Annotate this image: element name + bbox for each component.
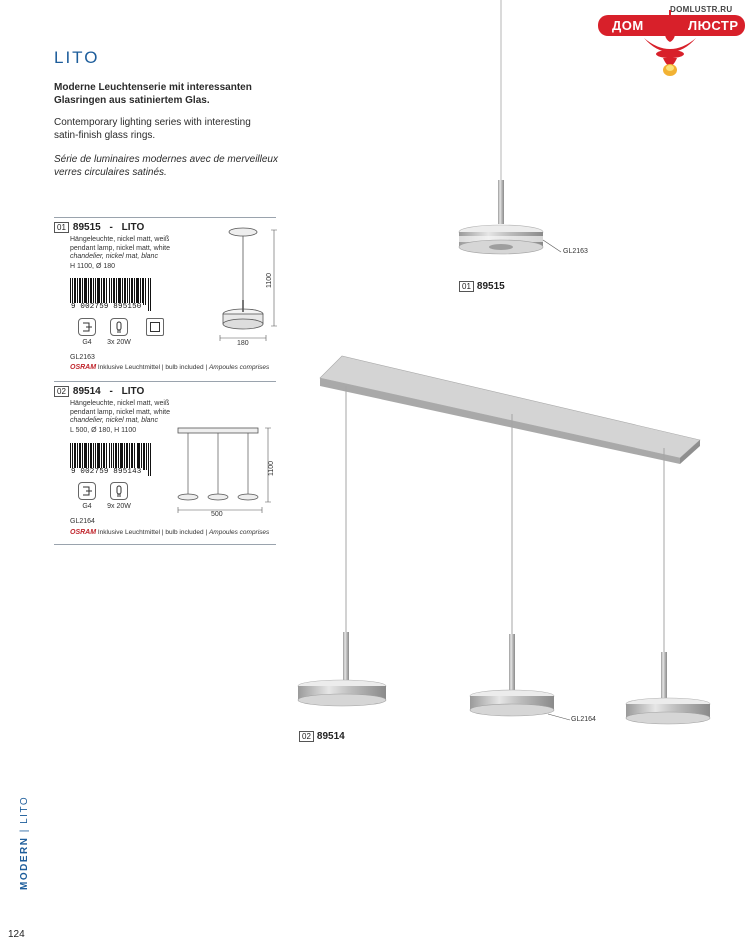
- bulb-label: 3x 20W: [107, 339, 131, 346]
- logo-word-right: ЛЮСТР: [688, 18, 739, 33]
- desc-french: chandelier, nickel mat, blanc: [70, 417, 158, 425]
- desc-german: Hängeleuchte, nickel matt, weiß: [70, 400, 170, 407]
- product-dimensions: L 500, Ø 180, H 1100: [70, 426, 137, 434]
- height-dimension-label: 1100: [268, 460, 275, 476]
- glass-code: GL2164: [70, 518, 95, 525]
- socket-label: G4: [82, 503, 92, 510]
- glass-code: GL2163: [70, 354, 95, 361]
- product-separator: [54, 217, 276, 218]
- photo-index: 01: [459, 281, 474, 292]
- bulb-note-french: Ampoules comprises: [208, 364, 270, 371]
- section-side-label: MODERN | LITO: [19, 795, 30, 890]
- product-separator: [54, 381, 276, 382]
- product-heading: [54, 386, 144, 397]
- socket-label: G4: [82, 339, 92, 346]
- bulb-label: 9x 20W: [107, 503, 131, 510]
- desc-french: chandelier, nickel mat, blanc: [70, 253, 158, 261]
- logo-site-url: DOMLUSTR.RU: [670, 5, 733, 14]
- product-dimensions: H 1100, Ø 180: [70, 262, 116, 270]
- product-specs: [70, 236, 210, 271]
- photo-index: 02: [299, 731, 314, 742]
- product-separator: [54, 544, 276, 545]
- bulb-note-english: bulb included: [165, 364, 204, 371]
- product-article: 89515: [72, 222, 101, 233]
- intro-french: Série de luminaires modernes avec de merveilleux verres circulaires satinés.: [54, 154, 278, 178]
- product-photo-bar-pendant: [290, 348, 730, 728]
- bulb-icon: [110, 318, 128, 336]
- section-category: MODERN: [19, 836, 30, 890]
- product-dash: -: [109, 222, 113, 233]
- bulb-note-french: Ampoules comprises: [208, 529, 270, 536]
- height-dimension-label: 1100: [266, 272, 273, 288]
- intro-english: Contemporary lighting series with interesting satin-finish glass rings.: [54, 117, 251, 141]
- socket-icon: [78, 482, 96, 500]
- product-name: LITO: [121, 222, 145, 233]
- osram-logo: OSRAM: [70, 529, 97, 536]
- osram-logo: OSRAM: [70, 364, 97, 371]
- section-series: LITO: [19, 795, 30, 824]
- glass-callout: GL2163: [563, 248, 588, 255]
- dimension-drawing: [210, 222, 286, 352]
- bulb-note: OSRAM Inklusive Leuchtmittel | bulb included | Ampoules comprises: [70, 529, 270, 536]
- bulb-note-german: Inklusive Leuchtmittel: [97, 529, 161, 536]
- width-dimension-label: 180: [237, 340, 249, 347]
- logo-word-left: ДОМ: [612, 18, 644, 33]
- product-article: 89514: [72, 386, 101, 397]
- photo-caption: [299, 731, 345, 742]
- product-index: 01: [54, 222, 69, 233]
- desc-english: pendant lamp, nickel matt, white: [70, 244, 170, 252]
- page-number: 124: [8, 929, 25, 940]
- page-title: LITO: [54, 48, 100, 67]
- bulb-note: OSRAM Inklusive Leuchtmittel | bulb included | Ampoules comprises: [70, 364, 270, 371]
- product-heading: [54, 222, 144, 233]
- socket-icon: [78, 318, 96, 336]
- width-dimension-label: 500: [211, 511, 223, 518]
- bulb-note-english: bulb included: [165, 529, 204, 536]
- photo-article: 89514: [316, 731, 345, 742]
- glass-callout: GL2164: [571, 716, 596, 723]
- barcode-number: 9 002759 895150: [71, 303, 142, 311]
- product-dash: -: [109, 386, 113, 397]
- intro-german: Moderne Leuchtenserie mit interessanten Glasringen aus satiniertem Glas.: [54, 82, 252, 106]
- photo-caption: [459, 281, 505, 292]
- photo-article: 89515: [476, 281, 505, 292]
- barcode-number: 9 002759 895143: [71, 468, 142, 476]
- product-name: LITO: [121, 386, 145, 397]
- protection-class-icon: [146, 318, 164, 336]
- dimension-drawing: [170, 424, 280, 520]
- product-index: 02: [54, 386, 69, 397]
- bulb-icon: [110, 482, 128, 500]
- bulb-note-german: Inklusive Leuchtmittel: [97, 364, 161, 371]
- desc-english: pendant lamp, nickel matt, white: [70, 408, 170, 416]
- product-photo-single-pendant: [440, 0, 580, 270]
- desc-german: Hängeleuchte, nickel matt, weiß: [70, 236, 170, 243]
